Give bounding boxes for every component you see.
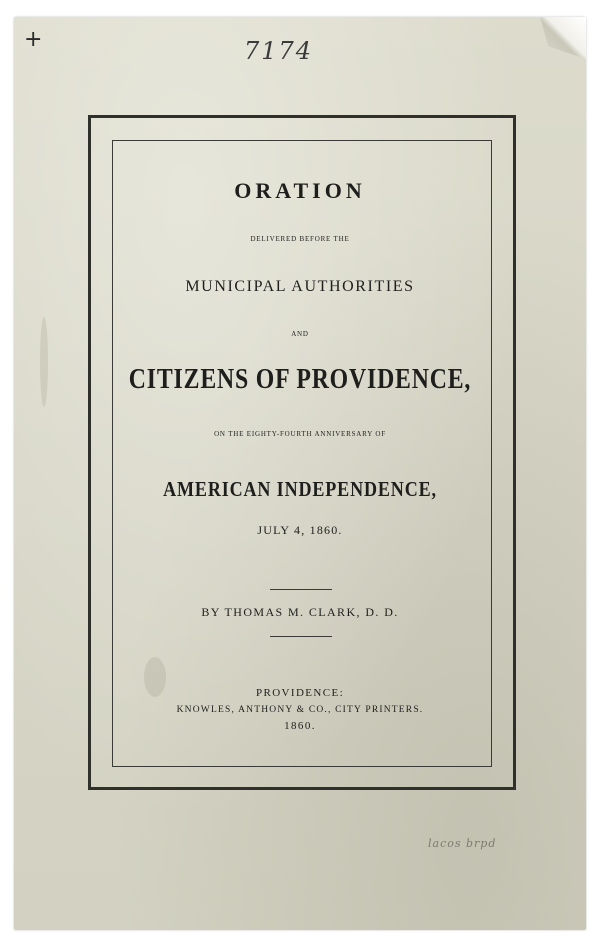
corner-plus-mark: + xyxy=(24,27,43,52)
anniversary-line: ON THE EIGHTY-FOURTH ANNIVERSARY OF xyxy=(214,430,386,438)
and-line: AND xyxy=(291,330,309,338)
authorities-line: MUNICIPAL AUTHORITIES xyxy=(185,278,415,295)
delivered-line: DELIVERED BEFORE THE xyxy=(250,235,350,243)
handwritten-catalog-number: 7174 xyxy=(244,37,314,65)
date-line: JULY 4, 1860. xyxy=(257,523,343,537)
pencil-note: lacos brpd xyxy=(428,837,497,850)
folded-corner xyxy=(540,17,586,59)
author-line: BY THOMAS M. CLARK, D. D. xyxy=(201,605,399,619)
imprint-printers: KNOWLES, ANTHONY & CO., CITY PRINTERS. xyxy=(176,705,424,715)
imprint-year: 1860. xyxy=(284,720,316,732)
imprint-city: PROVIDENCE: xyxy=(255,687,345,699)
citizens-line: CITIZENS OF PROVIDENCE, xyxy=(128,363,472,395)
independence-line: AMERICAN INDEPENDENCE, xyxy=(163,477,437,501)
pamphlet-cover xyxy=(14,17,586,930)
title: ORATION xyxy=(234,178,366,203)
divider-rule-bottom xyxy=(270,636,332,637)
divider-rule-top xyxy=(270,589,332,590)
